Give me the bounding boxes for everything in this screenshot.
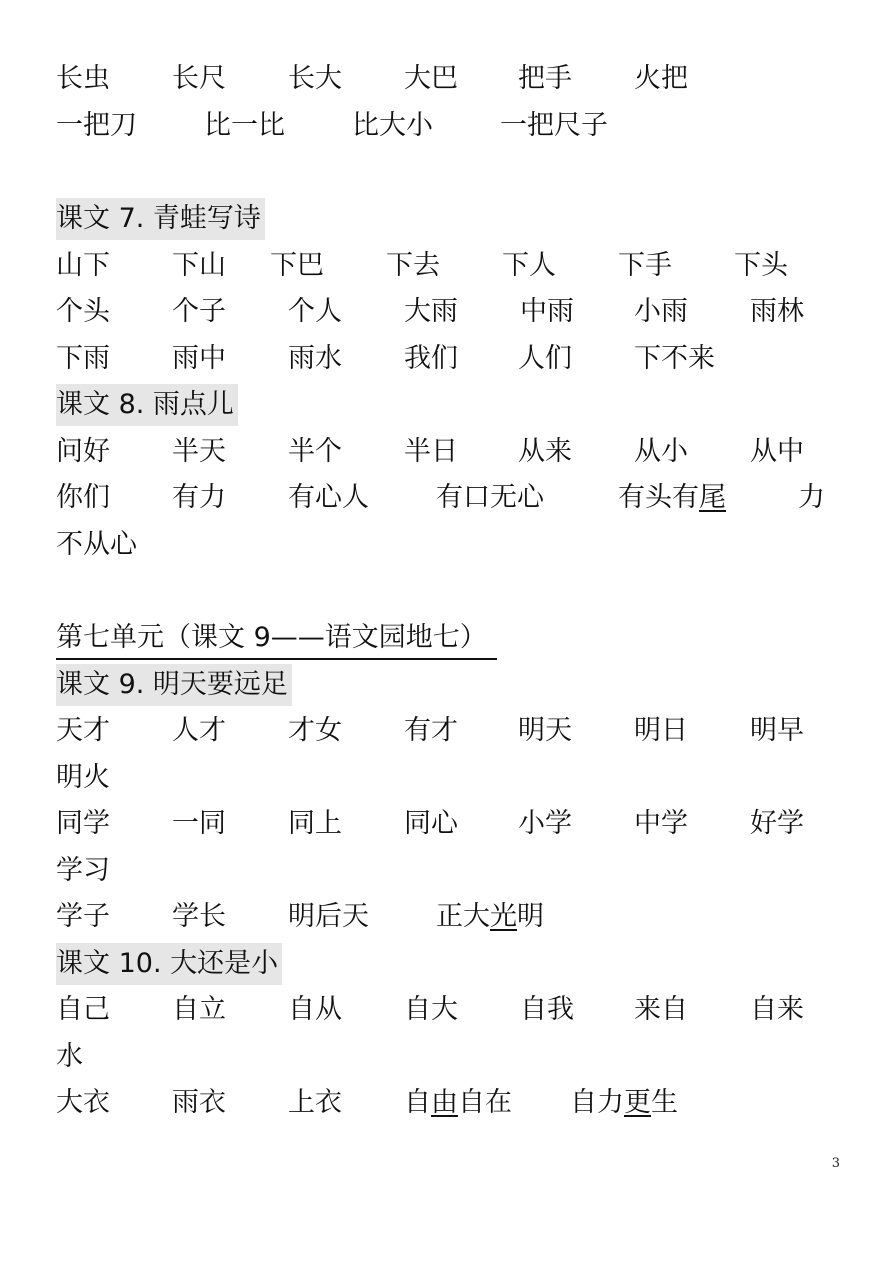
- word: 人们: [518, 342, 572, 374]
- word: 长虫: [56, 63, 110, 94]
- lesson-heading: [56, 941, 846, 988]
- word: 半日: [404, 435, 458, 467]
- word: 自大: [404, 994, 458, 1025]
- word: 正大: [436, 901, 490, 932]
- word-row: [56, 429, 846, 476]
- word: 雨中: [172, 342, 226, 374]
- word-phrase: [404, 1080, 512, 1127]
- word-phrase: [570, 1080, 678, 1127]
- word: 半个: [288, 435, 342, 467]
- underlined-char: 更: [624, 1087, 651, 1118]
- word: 雨衣: [172, 1087, 226, 1118]
- word: 大雨: [404, 296, 458, 327]
- word: 学子: [56, 901, 110, 932]
- word-row: [56, 848, 846, 895]
- word: 同上: [288, 808, 342, 839]
- word: 自己: [56, 994, 110, 1025]
- word: 个头: [56, 296, 110, 327]
- word: 比大小: [352, 109, 433, 141]
- word: 人才: [172, 715, 226, 746]
- word-row: [56, 801, 846, 848]
- lesson-9-title: 课文 9. 明天要远足: [56, 664, 292, 706]
- word: 大衣: [56, 1087, 110, 1118]
- word: 我们: [404, 342, 458, 374]
- word: 自力: [570, 1087, 624, 1118]
- word: 自我: [520, 994, 574, 1025]
- word-row: [56, 894, 846, 941]
- word: 自: [404, 1087, 431, 1118]
- page-number: 3: [831, 1156, 840, 1171]
- word: 明: [517, 901, 544, 932]
- lesson-8-title: 课文 8. 雨点儿: [56, 384, 238, 426]
- word: 学习: [56, 854, 110, 886]
- word-row: [56, 289, 846, 336]
- word: 明早: [750, 715, 804, 746]
- word: 才女: [288, 715, 342, 746]
- word: 中学: [634, 808, 688, 839]
- word: 雨林: [750, 296, 804, 327]
- word: 一同: [172, 808, 226, 839]
- word: 下山: [172, 249, 226, 281]
- vocab-page: [56, 56, 846, 1127]
- lesson-7-title: 课文 7. 青蛙写诗: [56, 198, 265, 240]
- word: 山下: [56, 249, 110, 281]
- unit-7-title: 第七单元（课文 9——语文园地七）: [56, 618, 497, 660]
- word: 自从: [288, 994, 342, 1025]
- word: 有才: [404, 715, 458, 746]
- word: 同学: [56, 808, 110, 839]
- word: 小学: [518, 808, 572, 839]
- word-row: [56, 103, 846, 150]
- word: 一把刀: [56, 109, 137, 141]
- word: 水: [56, 1040, 83, 1072]
- word: 自在: [458, 1087, 512, 1118]
- word: 小雨: [634, 296, 688, 327]
- word: 有力: [172, 482, 226, 513]
- word: 下不来: [634, 342, 715, 374]
- word: 半天: [172, 435, 226, 467]
- word: 下去: [386, 249, 440, 281]
- word: 比一比: [204, 109, 285, 141]
- word-row: [56, 475, 846, 522]
- word: 明后天: [288, 901, 369, 932]
- word-row: [56, 1034, 846, 1081]
- word: 有口无心: [436, 482, 544, 513]
- word: 雨水: [288, 342, 342, 374]
- word: 你们: [56, 482, 110, 513]
- unit-heading: [56, 615, 846, 662]
- underlined-char: 光: [490, 901, 517, 932]
- word: 长大: [288, 63, 342, 94]
- word: 大巴: [404, 63, 458, 94]
- word: 同心: [404, 808, 458, 839]
- lesson-heading: [56, 382, 846, 429]
- underlined-char: 尾: [699, 482, 726, 513]
- word: 下巴: [270, 249, 324, 281]
- word: 上衣: [288, 1087, 342, 1118]
- word-row: [56, 755, 846, 802]
- word: 生: [651, 1087, 678, 1118]
- word: 个人: [288, 296, 342, 327]
- word: 有头有: [618, 482, 699, 513]
- word-row: [56, 708, 846, 755]
- word: 下雨: [56, 342, 110, 374]
- word: 下人: [502, 249, 556, 281]
- lesson-heading: [56, 196, 846, 243]
- word: 中雨: [520, 296, 574, 327]
- word: 学长: [172, 901, 226, 932]
- word-row: [56, 56, 846, 103]
- word: 来自: [634, 994, 688, 1025]
- word-phrase: [436, 894, 544, 941]
- lesson-10-title: 课文 10. 大还是小: [56, 943, 282, 985]
- word: 明天: [518, 715, 572, 746]
- word: 下头: [734, 249, 788, 281]
- word: 不从心: [56, 528, 137, 560]
- word: 长尺: [172, 63, 226, 94]
- word: 好学: [750, 808, 804, 839]
- word-row: [56, 243, 846, 290]
- word: 明火: [56, 761, 110, 793]
- word: 个子: [172, 296, 226, 327]
- word: 自立: [172, 994, 226, 1025]
- lesson-heading: [56, 662, 846, 709]
- word-row: [56, 522, 846, 569]
- word-row: [56, 1080, 846, 1127]
- word: 把手: [518, 63, 572, 94]
- word: 天才: [56, 715, 110, 746]
- word-phrase: [618, 475, 726, 522]
- underlined-char: 由: [431, 1087, 458, 1118]
- word: 从中: [750, 435, 804, 467]
- word: 问好: [56, 435, 110, 467]
- word: 一把尺子: [500, 109, 608, 141]
- word: 从来: [518, 435, 572, 467]
- word: 从小: [634, 435, 688, 467]
- word: 力: [798, 482, 825, 513]
- word: 下手: [618, 249, 672, 281]
- word: 自来: [750, 994, 804, 1025]
- word-row: [56, 987, 846, 1034]
- word: 明日: [634, 715, 688, 746]
- word: 有心人: [288, 482, 369, 513]
- word: 火把: [634, 63, 688, 94]
- word-row: [56, 336, 846, 383]
